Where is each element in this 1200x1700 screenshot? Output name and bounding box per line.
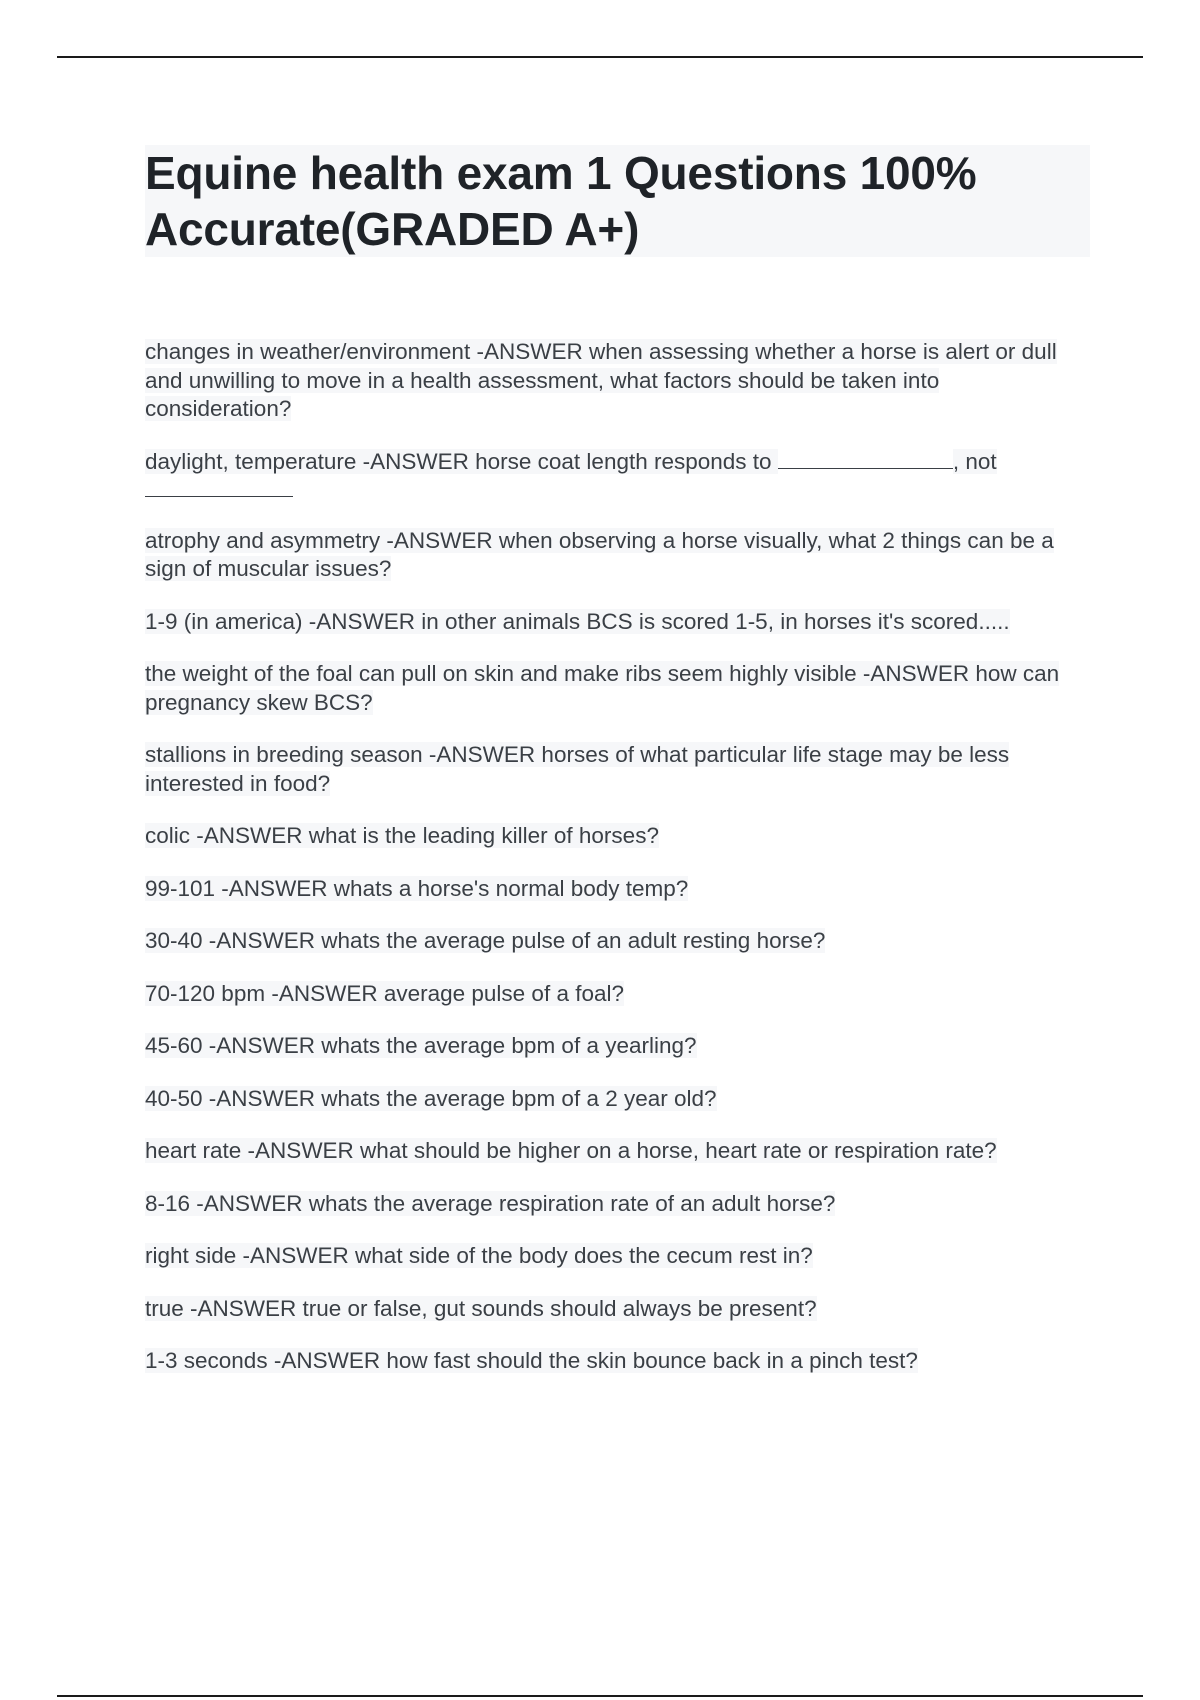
qa-item [145,1032,1090,1061]
qa-item [145,980,1090,1009]
page-top-rule [57,56,1143,58]
qa-text: 99-101 -ANSWER whats a horse's normal body temp? [145,875,689,901]
qa-text: right side -ANSWER what side of the body does the cecum rest in? [145,1243,813,1268]
qa-item [145,608,1090,637]
title-block [145,145,1090,257]
fill-in-blank [778,467,953,469]
qa-text: 30-40 -ANSWER whats the average pulse of an adult resting horse? [145,928,826,953]
qa-item [145,338,1090,424]
qa-text: atrophy and asymmetry -ANSWER when observing a horse visually, what 2 things can be a sign of muscular issues? [145,527,1054,581]
qa-item [145,1137,1090,1166]
qa-item [145,1085,1090,1114]
page-bottom-rule [57,1695,1143,1697]
qa-item [145,822,1090,851]
qa-item [145,875,1090,904]
fill-in-blank [145,495,293,497]
qa-item [145,927,1090,956]
qa-item [145,1295,1090,1324]
qa-item [145,741,1090,798]
qa-text: colic -ANSWER what is the leading killer of horses? [145,823,659,848]
qa-text: true -ANSWER true or false, gut sounds should always be present? [145,1295,817,1321]
qa-text: heart rate -ANSWER what should be higher on a horse, heart rate or respiration rate? [145,1138,997,1163]
qa-text: changes in weather/environment -ANSWER when assessing whether a horse is alert or dull and unwilling to move in a health assessment, what factors should be taken into consideration? [145,339,1057,421]
qa-text: 40-50 -ANSWER whats the average bpm of a 2 year old? [145,1085,717,1111]
qa-text: 1-3 seconds -ANSWER how fast should the skin bounce back in a pinch test? [145,1348,918,1373]
qa-item [145,448,1090,505]
qa-text: stallions in breeding season -ANSWER horses of what particular life stage may be less interested in food? [145,742,1010,796]
qa-item [145,1242,1090,1271]
qa-text: 1-9 (in america) -ANSWER in other animals BCS is scored 1-5, in horses it's scored..... [145,608,1010,634]
qa-text: daylight, temperature -ANSWER horse coat length responds to [145,448,778,474]
document-title: Equine health exam 1 Questions 100% Accurate(GRADED A+) [145,147,977,255]
qa-text: 8-16 -ANSWER whats the average respiration rate of an adult horse? [145,1190,836,1216]
qa-item [145,527,1090,584]
qa-item [145,1190,1090,1219]
qa-text: , not [952,448,997,474]
qa-item [145,660,1090,717]
qa-text: 45-60 -ANSWER whats the average bpm of a yearling? [145,1033,697,1058]
qa-text: 70-120 bpm -ANSWER average pulse of a foal? [145,980,625,1006]
qa-list [145,338,1090,1400]
qa-item [145,1347,1090,1376]
qa-text: the weight of the foal can pull on skin and make ribs seem highly visible -ANSWER how can pregnancy skew BCS? [145,661,1060,715]
